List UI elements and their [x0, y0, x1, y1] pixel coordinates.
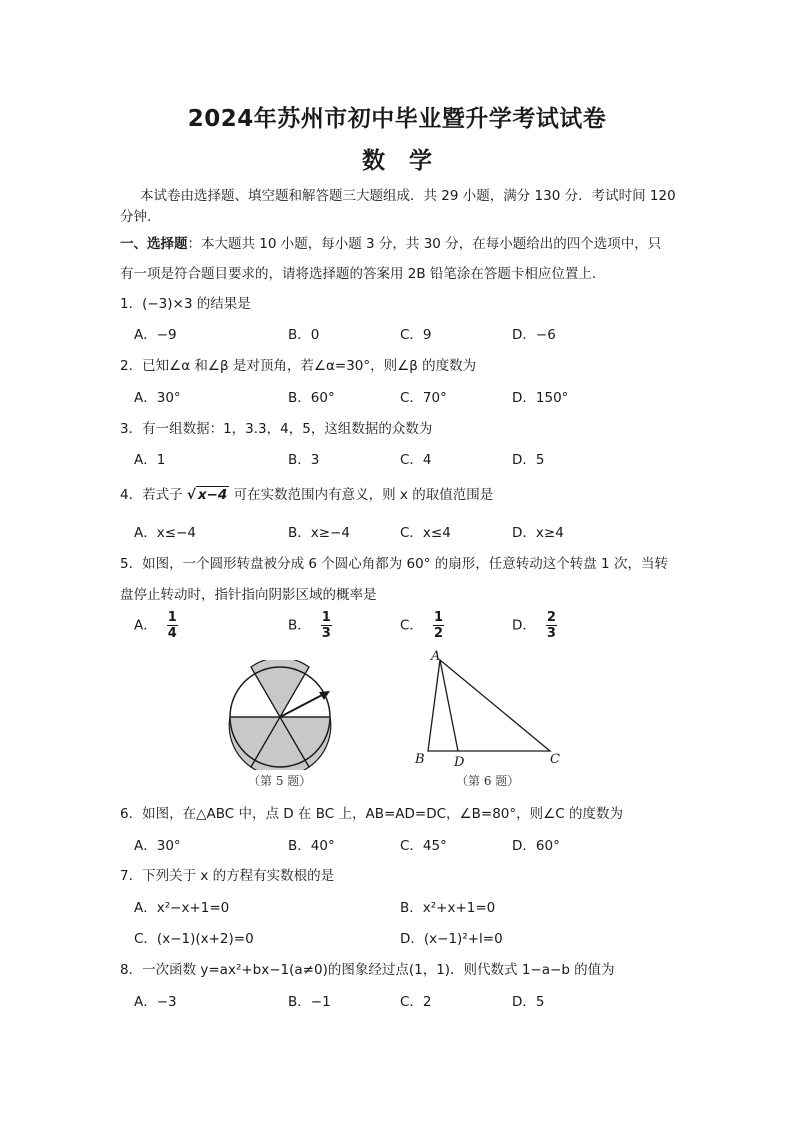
- spinner-figure: [220, 660, 340, 770]
- question-1-option-a: A．−9: [134, 327, 177, 343]
- question-6-stem: 6．如图，在△ABC 中，点 D 在 BC 上，AB=AD=DC，∠B=80°，则∠C 的度数为: [120, 806, 623, 822]
- question-2-option-b: B．60°: [288, 390, 335, 406]
- question-3-option-c: C．4: [400, 452, 432, 468]
- question-2-stem: 2．已知∠α 和∠β 是对顶角，若∠α=30°，则∠β 的度数为: [120, 358, 477, 374]
- question-5-option-a: A． $\frac{1}{4}$: [134, 610, 177, 641]
- vertex-label-d: D: [454, 755, 465, 770]
- question-2-option-c: C．70°: [400, 390, 447, 406]
- question-2-option-d: D．150°: [512, 390, 569, 406]
- section-1-instructions: ：本大题共 10 小题，每小题 3 分，共 30 分，在每小题给出的四个选项中，只: [187, 236, 662, 252]
- question-1-option-c: C．9: [400, 327, 432, 343]
- vertex-label-c: C: [550, 752, 560, 767]
- question-4-stem-suffix: 可在实数范围内有意义，则 x 的取值范围是: [233, 487, 494, 503]
- question-1-stem: 1．(−3)×3 的结果是: [120, 296, 251, 312]
- question-7-stem: 7．下列关于 x 的方程有实数根的是: [120, 868, 335, 884]
- question-8-option-a: A．−3: [134, 994, 177, 1010]
- radical-sign-icon: √: [186, 487, 196, 503]
- vertex-label-b: B: [415, 752, 425, 767]
- question-4-stem: [120, 483, 680, 503]
- radicand: x−4: [197, 487, 228, 503]
- question-8-stem: 8．一次函数 y=ax²+bx−1(a≠0)的图象经过点(1，1)．则代数式 1−a−b 的值为: [120, 962, 615, 978]
- section-1-label: 一、选择题: [120, 236, 188, 252]
- fraction: $\frac{1}{3}$: [321, 610, 331, 641]
- question-1-option-d: D．−6: [512, 327, 556, 343]
- question-5-stem-line-2: 盘停止转动时，指针指向阴影区域的概率是: [120, 587, 377, 603]
- question-8-option-b: B．−1: [288, 994, 331, 1010]
- segment-ad: [440, 660, 458, 751]
- question-8-option-c: C．2: [400, 994, 432, 1010]
- question-6-option-d: D．60°: [512, 838, 560, 854]
- question-3-option-b: B．3: [288, 452, 320, 468]
- figure-5-caption: （第 5 题）: [248, 774, 312, 788]
- fraction: $\frac{1}{4}$: [167, 610, 177, 641]
- triangle-figure: [408, 646, 568, 776]
- question-8-option-d: D．5: [512, 994, 545, 1010]
- section-1-instructions-2: 有一项是符合题目要求的，请将选择题的答案用 2B 铅笔涂在答题卡相应位置上．: [120, 266, 606, 282]
- question-3-option-d: D．5: [512, 452, 545, 468]
- question-4-option-a: A．x≤−4: [134, 525, 196, 541]
- fraction: $\frac{1}{2}$: [433, 610, 443, 641]
- triangle-abc: [428, 660, 550, 751]
- question-5-stem-line-1: 5．如图，一个圆形转盘被分成 6 个圆心角都为 60° 的扇形，任意转动这个转盘 1 次，当转: [120, 556, 668, 572]
- question-7-option-a: A．x²−x+1=0: [134, 900, 230, 916]
- question-4-option-d: D．x≥4: [512, 525, 564, 541]
- section-1-heading: [120, 232, 680, 252]
- question-5-option-c: C． $\frac{1}{2}$: [400, 610, 443, 641]
- question-2-option-a: A．30°: [134, 390, 181, 406]
- question-5-option-b: B． $\frac{1}{3}$: [288, 610, 331, 641]
- exam-title: 2024年苏州市初中毕业暨升学考试试卷: [187, 106, 607, 132]
- intro-line-2: 分钟．: [120, 209, 161, 225]
- question-7-option-c: C．(x−1)(x+2)=0: [134, 931, 254, 947]
- question-6-option-c: C．45°: [400, 838, 447, 854]
- exam-subject: 数学: [362, 148, 456, 174]
- question-3-stem: 3．有一组数据：1，3.3，4，5，这组数据的众数为: [120, 421, 433, 437]
- question-1-option-b: B．0: [288, 327, 320, 343]
- shaded-sector-top: [251, 660, 309, 717]
- fraction: $\frac{2}{3}$: [546, 610, 556, 641]
- question-7-option-d: D．(x−1)²+l=0: [400, 931, 503, 947]
- question-3-option-a: A．1: [134, 452, 166, 468]
- question-6-option-b: B．40°: [288, 838, 335, 854]
- square-root-expression: [187, 487, 229, 503]
- intro-line-1: 本试卷由选择题、填空题和解答题三大题组成．共 29 小题，满分 130 分．考试时间 120: [140, 188, 676, 204]
- question-4-stem-prefix: 4．若式子: [120, 487, 183, 503]
- question-6-option-a: A．30°: [134, 838, 181, 854]
- question-5-option-d: D． $\frac{2}{3}$: [512, 610, 556, 641]
- question-7-option-b: B．x²+x+1=0: [400, 900, 496, 916]
- question-4-option-c: C．x≤4: [400, 525, 451, 541]
- spinner-disk: [229, 660, 331, 770]
- figure-6-caption: （第 6 题）: [456, 774, 520, 788]
- vertex-label-a: A: [431, 649, 441, 664]
- question-4-option-b: B．x≥−4: [288, 525, 350, 541]
